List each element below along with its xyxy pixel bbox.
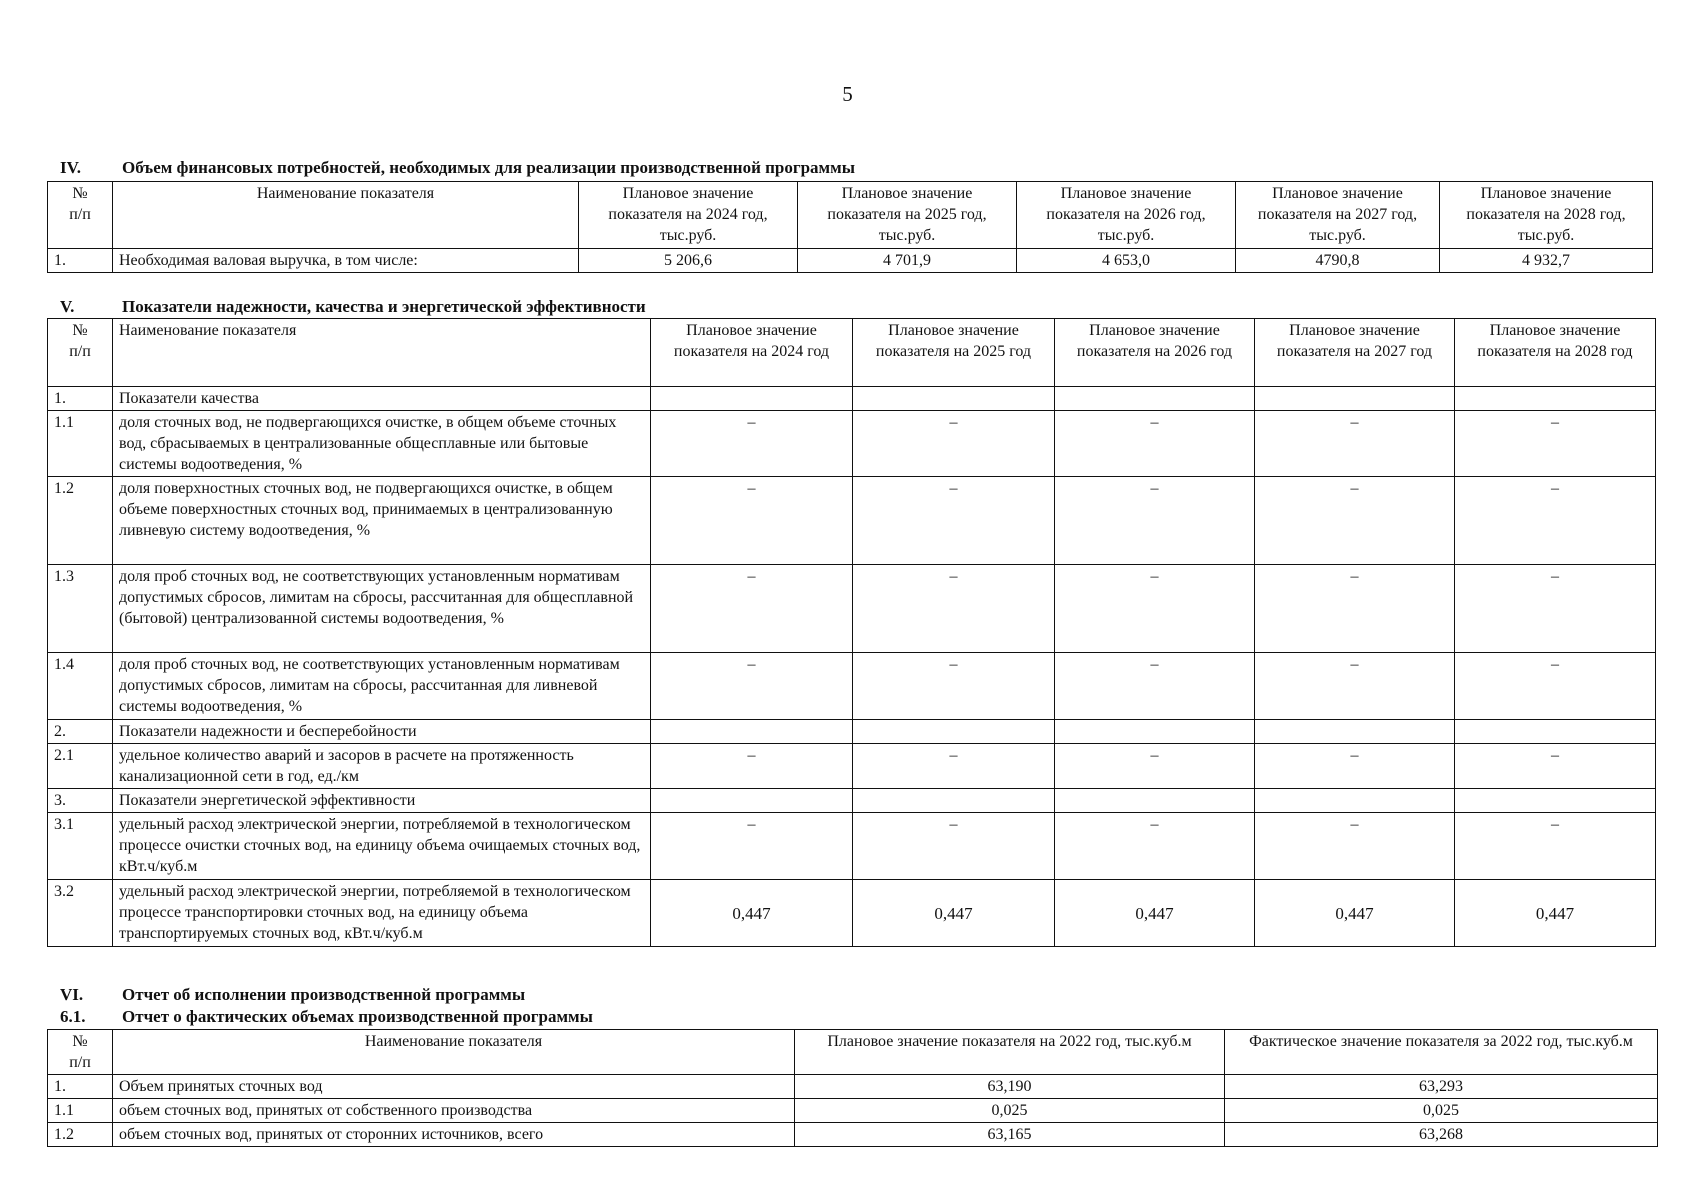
table-row [48,387,1656,411]
value-2025 [853,720,1055,744]
row-number: 1. [48,1075,113,1099]
col-header-name: Наименование показателя [113,1030,795,1075]
row-number: 1.2 [48,477,113,565]
value-2027 [1255,789,1455,813]
value-2025: – [853,411,1055,477]
row-name: доля сточных вод, не подвергающихся очистке, в общем объеме сточных вод, сбрасываемых в централизованные общесплавные или бытовые системы водоотведения, % [113,411,651,477]
value-2026: 4 653,0 [1017,249,1236,273]
value-2027: – [1255,813,1455,880]
table-row [48,249,1653,273]
col-header-fact: Фактическое значение показателя за 2022 год, тыс.куб.м [1225,1030,1658,1075]
row-number: 3.2 [48,880,113,947]
value-2026: – [1055,744,1255,789]
value-2024: 5 206,6 [579,249,798,273]
reliability-quality-table [47,318,1656,947]
table-row [48,1075,1658,1099]
value-2027: – [1255,744,1455,789]
table-row [48,477,1656,565]
value-2026 [1055,789,1255,813]
value-2028: – [1455,411,1656,477]
row-name: доля проб сточных вод, не соответствующих установленным нормативам допустимых сбросов, лимитам на сбросы, рассчитанная для общесплавной (бытовой) централизованной системы водоотведения, % [113,565,651,653]
table-row [48,411,1656,477]
section-6-heading [60,985,525,1005]
table-row [48,565,1656,653]
row-name: Показатели энергетической эффективности [113,789,651,813]
value-2027: 0,447 [1255,880,1455,947]
value-2025: – [853,477,1055,565]
value-2026: 0,447 [1055,880,1255,947]
value-2026: – [1055,653,1255,720]
table-row [48,1099,1658,1123]
col-header-name: Наименование показателя [113,319,651,387]
row-number: 1.1 [48,1099,113,1123]
value-2027 [1255,720,1455,744]
row-number: 1. [48,249,113,273]
row-name: доля поверхностных сточных вод, не подвергающихся очистке, в общем объеме поверхностных сточных вод, принимаемых в централизованную ливневую систему водоотведения, % [113,477,651,565]
value-2028: – [1455,744,1656,789]
col-header-2026: Плановое значение показателя на 2026 год [1055,319,1255,387]
section-4-heading [60,158,855,178]
section-5-heading [60,297,646,317]
value-2026 [1055,387,1255,411]
section-5-number: V. [60,297,75,316]
value-2025 [853,789,1055,813]
row-number: 1.1 [48,411,113,477]
value-2024 [651,789,853,813]
section-6-number: VI. [60,985,84,1004]
value-2028: – [1455,653,1656,720]
value-2027: – [1255,477,1455,565]
value-2028: – [1455,477,1656,565]
row-number: 1.3 [48,565,113,653]
col-header-num: № п/п [48,1030,113,1075]
col-header-name: Наименование показателя [113,182,579,249]
table-row [48,744,1656,789]
value-fact: 0,025 [1225,1099,1658,1123]
col-header-2028: Плановое значение показателя на 2028 год, тыс.руб. [1440,182,1653,249]
value-2028: 0,447 [1455,880,1656,947]
page-number: 5 [842,82,853,106]
value-2028: – [1455,565,1656,653]
section-6-1-number: 6.1. [60,1007,86,1026]
section-5-title: Показатели надежности, качества и энергетической эффективности [122,297,646,316]
col-header-2028: Плановое значение показателя на 2028 год [1455,319,1656,387]
row-name: объем сточных вод, принятых от собственного производства [113,1099,795,1123]
col-header-num: № п/п [48,319,113,387]
row-name: доля проб сточных вод, не соответствующих установленным нормативам допустимых сбросов, лимитам на сбросы, рассчитанная для ливневой системы водоотведения, % [113,653,651,720]
col-header-2027: Плановое значение показателя на 2027 год [1255,319,1455,387]
row-number: 2. [48,720,113,744]
value-2026: – [1055,813,1255,880]
value-2024: – [651,477,853,565]
value-2028 [1455,789,1656,813]
row-name: объем сточных вод, принятых от сторонних источников, всего [113,1123,795,1147]
value-2028: – [1455,813,1656,880]
value-plan: 0,025 [795,1099,1225,1123]
value-2025: 4 701,9 [798,249,1017,273]
value-2026: – [1055,477,1255,565]
col-header-2025: Плановое значение показателя на 2025 год [853,319,1055,387]
row-number: 3. [48,789,113,813]
value-2025: 0,447 [853,880,1055,947]
value-2028 [1455,387,1656,411]
value-2028 [1455,720,1656,744]
table-row [48,813,1656,880]
row-name: Необходимая валовая выручка, в том числе: [113,249,579,273]
value-2028: 4 932,7 [1440,249,1653,273]
value-2025: – [853,565,1055,653]
row-name: удельное количество аварий и засоров в расчете на протяженность канализационной сети в год, ед./км [113,744,651,789]
row-name: удельный расход электрической энергии, потребляемой в технологическом процессе транспортировки сточных вод, на единицу объема транспортируемых сточных вод, кВт.ч/куб.м [113,880,651,947]
value-2027: – [1255,411,1455,477]
value-2026: – [1055,411,1255,477]
table-header-row [48,1030,1658,1075]
financial-needs-table [47,181,1653,273]
row-name: Объем принятых сточных вод [113,1075,795,1099]
row-number: 2.1 [48,744,113,789]
table-header-row [48,319,1656,387]
value-2025: – [853,813,1055,880]
value-2024: – [651,411,853,477]
value-2027: 4790,8 [1236,249,1440,273]
value-2024 [651,387,853,411]
value-2027: – [1255,653,1455,720]
value-2024: – [651,565,853,653]
row-number: 1.2 [48,1123,113,1147]
value-2024 [651,720,853,744]
value-2025: – [853,744,1055,789]
col-header-plan: Плановое значение показателя на 2022 год, тыс.куб.м [795,1030,1225,1075]
table-row [48,720,1656,744]
value-2024: – [651,813,853,880]
table-row [48,1123,1658,1147]
value-2027 [1255,387,1455,411]
table-row [48,653,1656,720]
value-fact: 63,293 [1225,1075,1658,1099]
value-2024: 0,447 [651,880,853,947]
col-header-num: № п/п [48,182,113,249]
value-plan: 63,165 [795,1123,1225,1147]
value-2026: – [1055,565,1255,653]
col-header-2025: Плановое значение показателя на 2025 год, тыс.руб. [798,182,1017,249]
row-number: 3.1 [48,813,113,880]
value-2026 [1055,720,1255,744]
value-fact: 63,268 [1225,1123,1658,1147]
value-2024: – [651,653,853,720]
col-header-2024: Плановое значение показателя на 2024 год [651,319,853,387]
section-6-1-heading [60,1007,593,1027]
row-number: 1.4 [48,653,113,720]
section-4-number: IV. [60,158,81,177]
value-2024: – [651,744,853,789]
table-row [48,880,1656,947]
production-report-table [47,1029,1658,1147]
table-row [48,789,1656,813]
row-number: 1. [48,387,113,411]
row-name: Показатели надежности и бесперебойности [113,720,651,744]
col-header-2024: Плановое значение показателя на 2024 год, тыс.руб. [579,182,798,249]
col-header-2026: Плановое значение показателя на 2026 год, тыс.руб. [1017,182,1236,249]
value-plan: 63,190 [795,1075,1225,1099]
row-name: удельный расход электрической энергии, потребляемой в технологическом процессе очистки сточных вод, на единицу объема очищаемых сточных вод, кВт.ч/куб.м [113,813,651,880]
row-name: Показатели качества [113,387,651,411]
section-6-1-title: Отчет о фактических объемах производственной программы [122,1007,593,1026]
section-4-title: Объем финансовых потребностей, необходимых для реализации производственной программы [122,158,855,177]
value-2025 [853,387,1055,411]
col-header-2027: Плановое значение показателя на 2027 год, тыс.руб. [1236,182,1440,249]
table-header-row [48,182,1653,249]
section-6-title: Отчет об исполнении производственной программы [122,985,526,1004]
value-2025: – [853,653,1055,720]
value-2027: – [1255,565,1455,653]
